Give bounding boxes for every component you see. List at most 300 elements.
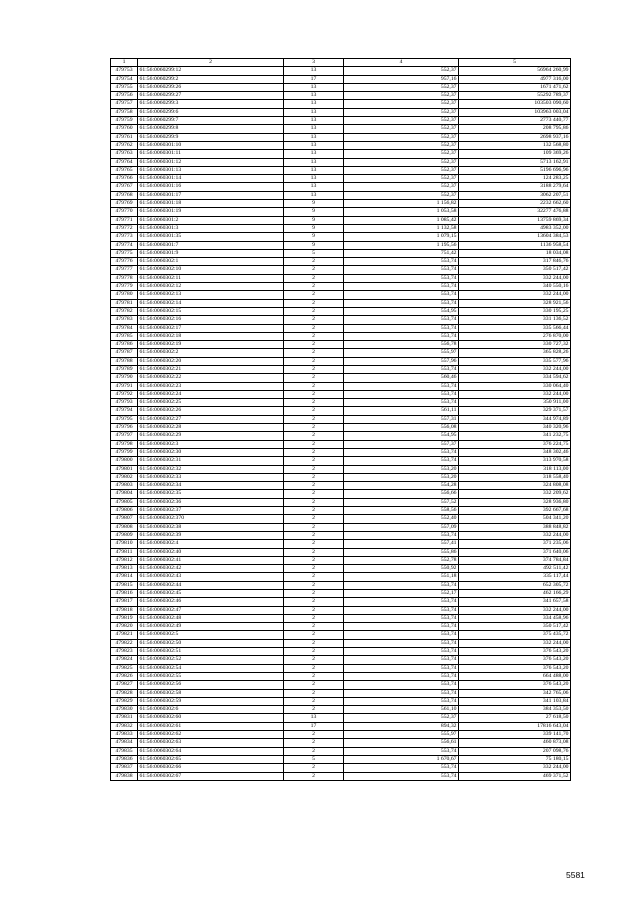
area-cell: 552,37 bbox=[344, 125, 459, 133]
table-row bbox=[111, 523, 571, 531]
row-id-cell: 479815 bbox=[111, 581, 138, 589]
area-cell: 552,37 bbox=[344, 141, 459, 149]
count-cell: 2 bbox=[284, 747, 344, 755]
table-row bbox=[111, 531, 571, 539]
value-cell: 4977 316,00 bbox=[459, 75, 571, 83]
cadastral-number-cell: 61:56:0060302:25 bbox=[138, 399, 284, 407]
count-cell: 2 bbox=[284, 739, 344, 747]
table-row bbox=[111, 216, 571, 224]
table-row bbox=[111, 191, 571, 199]
count-cell: 2 bbox=[284, 631, 344, 639]
table-row bbox=[111, 316, 571, 324]
cadastral-number-cell: 61:56:0060299:12 bbox=[138, 67, 284, 75]
count-cell: 2 bbox=[284, 365, 344, 373]
table-row bbox=[111, 399, 571, 407]
count-cell: 13 bbox=[284, 158, 344, 166]
table-row bbox=[111, 590, 571, 598]
area-cell: 553,74 bbox=[344, 332, 459, 340]
row-id-cell: 479754 bbox=[111, 75, 138, 83]
row-id-cell: 479812 bbox=[111, 556, 138, 564]
row-id-cell: 479838 bbox=[111, 772, 138, 780]
row-id-cell: 479775 bbox=[111, 249, 138, 257]
cadastral-number-cell: 61:56:0060301:17 bbox=[138, 191, 284, 199]
cadastral-number-cell: 61:56:0060302:17 bbox=[138, 324, 284, 332]
row-id-cell: 479811 bbox=[111, 548, 138, 556]
area-cell: 557,31 bbox=[344, 415, 459, 423]
value-cell: 317 846,76 bbox=[459, 258, 571, 266]
count-cell: 2 bbox=[284, 274, 344, 282]
value-cell: 392 667,68 bbox=[459, 507, 571, 515]
area-cell: 552,37 bbox=[344, 67, 459, 75]
count-cell: 13 bbox=[284, 125, 344, 133]
cadastral-number-cell: 61:56:0060302:64 bbox=[138, 747, 284, 755]
count-cell: 2 bbox=[284, 440, 344, 448]
area-cell: 553,74 bbox=[344, 283, 459, 291]
table-row bbox=[111, 341, 571, 349]
value-cell: 1671 471,62 bbox=[459, 83, 571, 91]
count-cell: 2 bbox=[284, 614, 344, 622]
count-cell: 13 bbox=[284, 191, 344, 199]
value-cell: 332 244,00 bbox=[459, 365, 571, 373]
row-id-cell: 479836 bbox=[111, 755, 138, 763]
value-cell: 75 180,15 bbox=[459, 755, 571, 763]
area-cell: 555,97 bbox=[344, 731, 459, 739]
area-cell: 551,18 bbox=[344, 573, 459, 581]
count-cell: 17 bbox=[284, 722, 344, 730]
value-cell: 376 224,75 bbox=[459, 440, 571, 448]
table-row bbox=[111, 83, 571, 91]
value-cell: 332 244,00 bbox=[459, 274, 571, 282]
count-cell: 2 bbox=[284, 324, 344, 332]
cadastral-number-cell: 61:56:0060302:50 bbox=[138, 639, 284, 647]
row-id-cell: 479790 bbox=[111, 374, 138, 382]
value-cell: 340 550,16 bbox=[459, 283, 571, 291]
cadastral-number-cell: 61:56:0060302:66 bbox=[138, 764, 284, 772]
value-cell: 2698 937,16 bbox=[459, 133, 571, 141]
count-cell: 2 bbox=[284, 407, 344, 415]
cadastral-number-cell: 61:56:0060302:26 bbox=[138, 407, 284, 415]
area-cell: 894,32 bbox=[344, 722, 459, 730]
area-cell: 552,37 bbox=[344, 100, 459, 108]
area-cell: 554,95 bbox=[344, 307, 459, 315]
value-cell: 4983 352,00 bbox=[459, 224, 571, 232]
row-id-cell: 479780 bbox=[111, 291, 138, 299]
value-cell: 376 543,20 bbox=[459, 681, 571, 689]
table-row bbox=[111, 100, 571, 108]
cadastral-number-cell: 61:56:0060302:31 bbox=[138, 457, 284, 465]
area-cell: 553,74 bbox=[344, 614, 459, 622]
row-id-cell: 479822 bbox=[111, 639, 138, 647]
row-id-cell: 479765 bbox=[111, 166, 138, 174]
value-cell: 27 618,50 bbox=[459, 714, 571, 722]
cadastral-number-cell: 61:56:0060301:10 bbox=[138, 141, 284, 149]
cadastral-number-cell: 61:56:0060302:61 bbox=[138, 722, 284, 730]
row-id-cell: 479767 bbox=[111, 183, 138, 191]
row-id-cell: 479774 bbox=[111, 241, 138, 249]
cadastral-number-cell: 61:56:0060302:65 bbox=[138, 755, 284, 763]
value-cell: 376 543,20 bbox=[459, 656, 571, 664]
table-row bbox=[111, 349, 571, 357]
row-id-cell: 479777 bbox=[111, 266, 138, 274]
row-id-cell: 479785 bbox=[111, 332, 138, 340]
count-cell: 2 bbox=[284, 706, 344, 714]
row-id-cell: 479826 bbox=[111, 672, 138, 680]
count-cell: 2 bbox=[284, 639, 344, 647]
row-id-cell: 479792 bbox=[111, 390, 138, 398]
cadastral-number-cell: 61:56:0060301:16 bbox=[138, 183, 284, 191]
area-cell: 555,86 bbox=[344, 548, 459, 556]
count-cell: 9 bbox=[284, 233, 344, 241]
count-cell: 2 bbox=[284, 374, 344, 382]
cadastral-number-cell: 61:56:0060302:62 bbox=[138, 731, 284, 739]
area-cell: 553,74 bbox=[344, 664, 459, 672]
row-id-cell: 479821 bbox=[111, 631, 138, 639]
table-row bbox=[111, 175, 571, 183]
area-cell: 553,74 bbox=[344, 258, 459, 266]
row-id-cell: 479809 bbox=[111, 531, 138, 539]
table-row bbox=[111, 739, 571, 747]
cadastral-number-cell: 61:56:0060302:23 bbox=[138, 382, 284, 390]
table-row bbox=[111, 67, 571, 75]
cadastral-number-cell: 61:56:0060301:9 bbox=[138, 249, 284, 257]
count-cell: 2 bbox=[284, 291, 344, 299]
row-id-cell: 479803 bbox=[111, 482, 138, 490]
row-id-cell: 479804 bbox=[111, 490, 138, 498]
count-cell: 2 bbox=[284, 448, 344, 456]
count-cell: 2 bbox=[284, 390, 344, 398]
page-number: 5581 bbox=[566, 870, 585, 880]
column-header-5: 5 bbox=[459, 59, 571, 67]
cadastral-number-cell: 61:56:0060302:19 bbox=[138, 341, 284, 349]
value-cell: 328 936,80 bbox=[459, 498, 571, 506]
table-row bbox=[111, 258, 571, 266]
table-row bbox=[111, 133, 571, 141]
value-cell: 342 765,06 bbox=[459, 689, 571, 697]
area-cell: 553,74 bbox=[344, 747, 459, 755]
value-cell: 376 543,20 bbox=[459, 664, 571, 672]
table-row bbox=[111, 407, 571, 415]
area-cell: 558,56 bbox=[344, 507, 459, 515]
row-id-cell: 479773 bbox=[111, 233, 138, 241]
area-cell: 552,17 bbox=[344, 590, 459, 598]
row-id-cell: 479770 bbox=[111, 208, 138, 216]
row-id-cell: 479781 bbox=[111, 299, 138, 307]
row-id-cell: 479799 bbox=[111, 448, 138, 456]
row-id-cell: 479762 bbox=[111, 141, 138, 149]
cadastral-number-cell: 61:56:0060302:6 bbox=[138, 706, 284, 714]
table-row bbox=[111, 357, 571, 365]
area-cell: 557,52 bbox=[344, 498, 459, 506]
value-cell: 103963 003,04 bbox=[459, 108, 571, 116]
table-row bbox=[111, 457, 571, 465]
count-cell: 17 bbox=[284, 75, 344, 83]
table-row bbox=[111, 382, 571, 390]
cadastral-number-cell: 61:56:0060301:19 bbox=[138, 208, 284, 216]
area-cell: 557,41 bbox=[344, 540, 459, 548]
count-cell: 2 bbox=[284, 664, 344, 672]
area-cell: 553,74 bbox=[344, 656, 459, 664]
area-cell: 553,74 bbox=[344, 672, 459, 680]
area-cell: 556,66 bbox=[344, 490, 459, 498]
area-cell: 553,20 bbox=[344, 473, 459, 481]
area-cell: 552,37 bbox=[344, 83, 459, 91]
count-cell: 2 bbox=[284, 316, 344, 324]
count-cell: 2 bbox=[284, 672, 344, 680]
value-cell: 330 195,25 bbox=[459, 307, 571, 315]
area-cell: 556,78 bbox=[344, 341, 459, 349]
row-id-cell: 479779 bbox=[111, 283, 138, 291]
table-row bbox=[111, 415, 571, 423]
column-header-3: 3 bbox=[284, 59, 344, 67]
count-cell: 2 bbox=[284, 258, 344, 266]
count-cell: 2 bbox=[284, 432, 344, 440]
value-cell: 332 244,00 bbox=[459, 764, 571, 772]
cadastral-number-cell: 61:56:0060302:24 bbox=[138, 390, 284, 398]
cadastral-number-cell: 61:56:0060302:14 bbox=[138, 299, 284, 307]
row-id-cell: 479810 bbox=[111, 540, 138, 548]
value-cell: 13604 384,53 bbox=[459, 233, 571, 241]
value-cell: 3188 279,64 bbox=[459, 183, 571, 191]
table-row bbox=[111, 183, 571, 191]
value-cell: 374 784,84 bbox=[459, 556, 571, 564]
cadastral-number-cell: 61:56:0060302:60 bbox=[138, 714, 284, 722]
count-cell: 2 bbox=[284, 515, 344, 523]
area-cell: 553,74 bbox=[344, 606, 459, 614]
cadastral-number-cell: 61:56:0060301:35 bbox=[138, 233, 284, 241]
row-id-cell: 479787 bbox=[111, 349, 138, 357]
cadastral-number-cell: 61:56:0060302:51 bbox=[138, 648, 284, 656]
cadastral-number-cell: 61:56:0060301:14 bbox=[138, 175, 284, 183]
count-cell: 2 bbox=[284, 498, 344, 506]
row-id-cell: 479800 bbox=[111, 457, 138, 465]
table-row bbox=[111, 75, 571, 83]
area-cell: 1 670,67 bbox=[344, 755, 459, 763]
cadastral-number-cell: 61:56:0060299:3 bbox=[138, 100, 284, 108]
table-row bbox=[111, 200, 571, 208]
value-cell: 313 970,58 bbox=[459, 457, 571, 465]
row-id-cell: 479833 bbox=[111, 731, 138, 739]
table-row bbox=[111, 614, 571, 622]
value-cell: 276 870,00 bbox=[459, 332, 571, 340]
table-row bbox=[111, 498, 571, 506]
cadastral-number-cell: 61:56:0060302:63 bbox=[138, 739, 284, 747]
row-id-cell: 479756 bbox=[111, 92, 138, 100]
row-id-cell: 479827 bbox=[111, 681, 138, 689]
value-cell: 17816 643,04 bbox=[459, 722, 571, 730]
value-cell: 318 558,40 bbox=[459, 473, 571, 481]
count-cell: 2 bbox=[284, 581, 344, 589]
count-cell: 2 bbox=[284, 382, 344, 390]
row-id-cell: 479760 bbox=[111, 125, 138, 133]
value-cell: 332 244,00 bbox=[459, 606, 571, 614]
count-cell: 2 bbox=[284, 465, 344, 473]
count-cell: 9 bbox=[284, 241, 344, 249]
value-cell: 388 848,82 bbox=[459, 523, 571, 531]
area-cell: 553,74 bbox=[344, 299, 459, 307]
count-cell: 13 bbox=[284, 133, 344, 141]
table-row bbox=[111, 249, 571, 257]
row-id-cell: 479776 bbox=[111, 258, 138, 266]
row-id-cell: 479808 bbox=[111, 523, 138, 531]
area-cell: 552,37 bbox=[344, 191, 459, 199]
area-cell: 553,74 bbox=[344, 631, 459, 639]
count-cell: 2 bbox=[284, 556, 344, 564]
cadastral-number-cell: 61:56:0060301:2 bbox=[138, 216, 284, 224]
value-cell: 207 098,76 bbox=[459, 747, 571, 755]
column-header-1: 1 bbox=[111, 59, 138, 67]
count-cell: 2 bbox=[284, 283, 344, 291]
area-cell: 552,37 bbox=[344, 117, 459, 125]
count-cell: 13 bbox=[284, 92, 344, 100]
area-cell: 1 085,42 bbox=[344, 216, 459, 224]
cadastral-number-cell: 61:56:0060302:21 bbox=[138, 365, 284, 373]
count-cell: 2 bbox=[284, 307, 344, 315]
table-row bbox=[111, 233, 571, 241]
table-row bbox=[111, 291, 571, 299]
value-cell: 332 209,62 bbox=[459, 490, 571, 498]
table-row bbox=[111, 92, 571, 100]
area-cell: 552,37 bbox=[344, 175, 459, 183]
area-cell: 553,74 bbox=[344, 598, 459, 606]
area-cell: 1 195,56 bbox=[344, 241, 459, 249]
table-row bbox=[111, 299, 571, 307]
cadastral-number-cell: 61:56:0060302:10 bbox=[138, 266, 284, 274]
value-cell: 3062 207,51 bbox=[459, 191, 571, 199]
table-row bbox=[111, 581, 571, 589]
count-cell: 2 bbox=[284, 689, 344, 697]
table-row bbox=[111, 714, 571, 722]
area-cell: 553,74 bbox=[344, 390, 459, 398]
count-cell: 13 bbox=[284, 150, 344, 158]
cadastral-number-cell: 61:56:0060299:7 bbox=[138, 117, 284, 125]
cadastral-number-cell: 61:56:0060301:3 bbox=[138, 224, 284, 232]
cadastral-number-cell: 61:56:0060302:40 bbox=[138, 548, 284, 556]
value-cell: 32277 476,88 bbox=[459, 208, 571, 216]
table-row bbox=[111, 390, 571, 398]
table-row bbox=[111, 324, 571, 332]
table-row bbox=[111, 540, 571, 548]
cadastral-number-cell: 61:56:0060302:2 bbox=[138, 349, 284, 357]
area-cell: 553,74 bbox=[344, 697, 459, 705]
cadastral-number-cell: 61:56:0060302:34 bbox=[138, 482, 284, 490]
value-cell: 339 141,70 bbox=[459, 731, 571, 739]
row-id-cell: 479802 bbox=[111, 473, 138, 481]
count-cell: 13 bbox=[284, 166, 344, 174]
table-row bbox=[111, 150, 571, 158]
data-table bbox=[110, 58, 571, 781]
value-cell: 350 911,00 bbox=[459, 399, 571, 407]
row-id-cell: 479814 bbox=[111, 573, 138, 581]
table-row bbox=[111, 706, 571, 714]
table-row bbox=[111, 573, 571, 581]
area-cell: 553,74 bbox=[344, 291, 459, 299]
row-id-cell: 479772 bbox=[111, 224, 138, 232]
count-cell: 9 bbox=[284, 200, 344, 208]
count-cell: 2 bbox=[284, 473, 344, 481]
value-cell: 124 283,25 bbox=[459, 175, 571, 183]
row-id-cell: 479805 bbox=[111, 498, 138, 506]
area-cell: 552,37 bbox=[344, 166, 459, 174]
cadastral-number-cell: 61:56:0060302:22 bbox=[138, 374, 284, 382]
cadastral-number-cell: 61:56:0060299:8 bbox=[138, 125, 284, 133]
cadastral-number-cell: 61:56:0060302:44 bbox=[138, 581, 284, 589]
value-cell: 132 568,80 bbox=[459, 141, 571, 149]
value-cell: 331 136,52 bbox=[459, 316, 571, 324]
value-cell: 341 232,75 bbox=[459, 432, 571, 440]
area-cell: 552,37 bbox=[344, 183, 459, 191]
table-row bbox=[111, 482, 571, 490]
row-id-cell: 479794 bbox=[111, 407, 138, 415]
value-cell: 55292 789,37 bbox=[459, 92, 571, 100]
row-id-cell: 479763 bbox=[111, 150, 138, 158]
table-row bbox=[111, 125, 571, 133]
row-id-cell: 479835 bbox=[111, 747, 138, 755]
cadastral-number-cell: 61:56:0060302:15 bbox=[138, 307, 284, 315]
cadastral-number-cell: 61:56:0060302:11 bbox=[138, 274, 284, 282]
row-id-cell: 479793 bbox=[111, 399, 138, 407]
row-id-cell: 479771 bbox=[111, 216, 138, 224]
area-cell: 751,42 bbox=[344, 249, 459, 257]
table-row bbox=[111, 490, 571, 498]
value-cell: 350 517,42 bbox=[459, 623, 571, 631]
count-cell: 2 bbox=[284, 482, 344, 490]
value-cell: 2773 440,77 bbox=[459, 117, 571, 125]
table-row bbox=[111, 332, 571, 340]
table-row bbox=[111, 556, 571, 564]
area-cell: 552,37 bbox=[344, 158, 459, 166]
cadastral-number-cell: 61:56:0060302:45 bbox=[138, 590, 284, 598]
area-cell: 552,37 bbox=[344, 108, 459, 116]
area-cell: 553,74 bbox=[344, 266, 459, 274]
value-cell: 335 577,96 bbox=[459, 357, 571, 365]
row-id-cell: 479764 bbox=[111, 158, 138, 166]
row-id-cell: 479757 bbox=[111, 100, 138, 108]
area-cell: 557,96 bbox=[344, 357, 459, 365]
count-cell: 2 bbox=[284, 415, 344, 423]
row-id-cell: 479786 bbox=[111, 341, 138, 349]
column-header-2: 2 bbox=[138, 59, 284, 67]
cadastral-number-cell: 61:56:0060302:54 bbox=[138, 664, 284, 672]
value-cell: 335 117,44 bbox=[459, 573, 571, 581]
area-cell: 554,95 bbox=[344, 432, 459, 440]
table-row bbox=[111, 283, 571, 291]
value-cell: 504 341,20 bbox=[459, 515, 571, 523]
area-cell: 553,74 bbox=[344, 648, 459, 656]
cadastral-number-cell: 61:56:0060299:2 bbox=[138, 75, 284, 83]
cadastral-number-cell: 61:56:0060302:58 bbox=[138, 689, 284, 697]
cadastral-number-cell: 61:56:0060302:35 bbox=[138, 490, 284, 498]
cadastral-number-cell: 61:56:0060299:9 bbox=[138, 133, 284, 141]
area-cell: 552,37 bbox=[344, 150, 459, 158]
value-cell: 335 566,44 bbox=[459, 324, 571, 332]
value-cell: 344 974,89 bbox=[459, 415, 571, 423]
value-cell: 341 657,58 bbox=[459, 598, 571, 606]
cadastral-number-cell: 61:56:0060302:13 bbox=[138, 291, 284, 299]
row-id-cell: 479761 bbox=[111, 133, 138, 141]
table-row bbox=[111, 681, 571, 689]
count-cell: 2 bbox=[284, 357, 344, 365]
count-cell: 2 bbox=[284, 424, 344, 432]
row-id-cell: 479830 bbox=[111, 706, 138, 714]
row-id-cell: 479801 bbox=[111, 465, 138, 473]
count-cell: 2 bbox=[284, 772, 344, 780]
row-id-cell: 479818 bbox=[111, 606, 138, 614]
count-cell: 2 bbox=[284, 399, 344, 407]
row-id-cell: 479832 bbox=[111, 722, 138, 730]
count-cell: 2 bbox=[284, 507, 344, 515]
area-cell: 553,74 bbox=[344, 531, 459, 539]
row-id-cell: 479816 bbox=[111, 590, 138, 598]
